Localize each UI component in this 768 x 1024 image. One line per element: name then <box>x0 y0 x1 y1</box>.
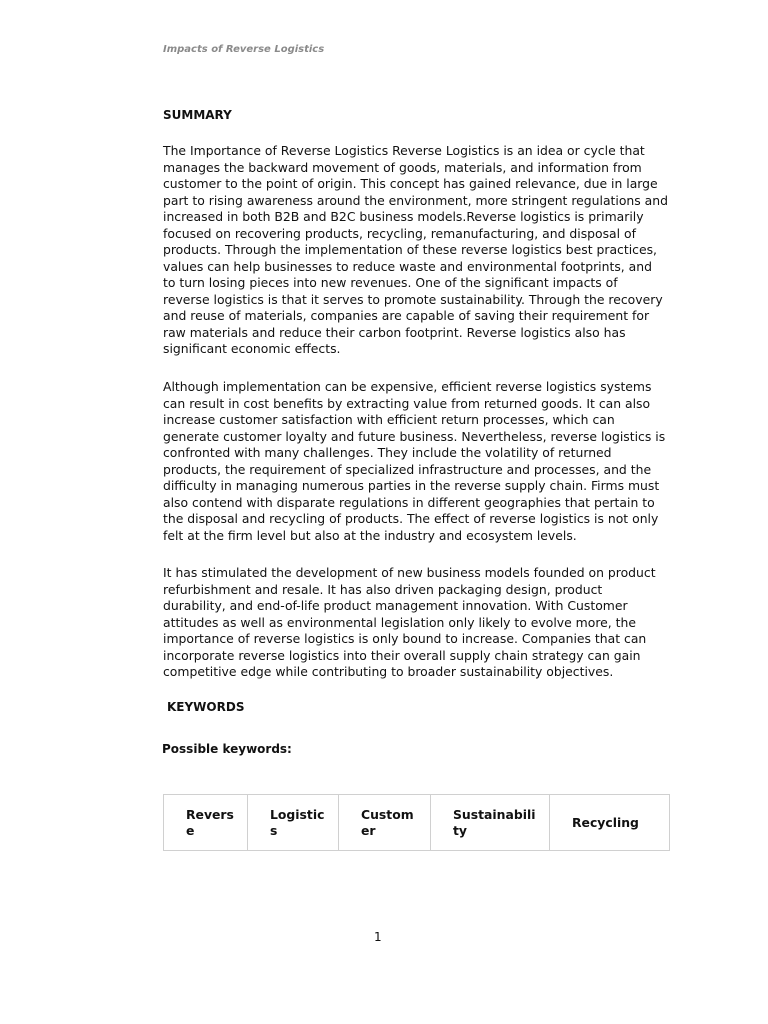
summary-paragraph-1: The Importance of Reverse Logistics Reverse Logistics is an idea or cycle that manages the backward movement of goods, materials, and information from customer to the point of origin. This concept has gained relevance, due in large part to rising awareness around the environment, more stringent regulations and increased in both B2B and B2C business models.Reverse logistics is primarily focused on recovering products, recycling, remanufacturing, and disposal of products. Through the implementation of these reverse logistics best practices, values can help businesses to reduce waste and environmental footprints, and to turn losing pieces into new revenues. One of the significant impacts of reverse logistics is that it serves to promote sustainability. Through the recovery and reuse of materials, companies are capable of saving their requirement for raw materials and reduce their carbon footprint. Reverse logistics also has significant economic effects. <box>163 143 668 356</box>
keyword-cell: Customer <box>339 795 431 851</box>
keywords-row <box>164 795 670 851</box>
keywords-heading: KEYWORDS <box>167 700 245 714</box>
keyword-cell: Recycling <box>550 795 670 851</box>
keywords-table <box>163 794 670 851</box>
summary-paragraph-2: Although implementation can be expensive, efficient reverse logistics systems can result in cost benefits by extracting value from returned goods. It can also increase customer satisfaction with efficient return processes, which can generate customer loyalty and future business. Nevertheless, reverse logistics is confronted with many challenges. They include the volatility of returned products, the requirement of specialized infrastructure and processes, and the difficulty in managing numerous parties in the reverse supply chain. Firms must also contend with disparate regulations in different geographies that pertain to the disposal and recycling of products. The effect of reverse logistics is not only felt at the firm level but also at the industry and ecosystem levels. <box>163 379 666 543</box>
running-header: Impacts of Reverse Logistics <box>163 44 325 55</box>
summary-paragraph-3: It has stimulated the development of new business models founded on product refurbishment and resale. It has also driven packaging design, product durability, and end-of-life product management innovation. With Customer attitudes as well as environmental legislation only likely to evolve more, the importance of reverse logistics is only bound to increase. Companies that can incorporate reverse logistics into their overall supply chain strategy can gain competitive edge while contributing to broader sustainability objectives. <box>163 565 656 679</box>
keyword-cell: Sustainability <box>431 795 550 851</box>
keyword-cell: Logistics <box>248 795 339 851</box>
keywords-subheading: Possible keywords: <box>162 742 292 756</box>
page-number: 1 <box>374 930 382 944</box>
keyword-cell: Reverse <box>164 795 248 851</box>
summary-heading: SUMMARY <box>163 108 232 122</box>
